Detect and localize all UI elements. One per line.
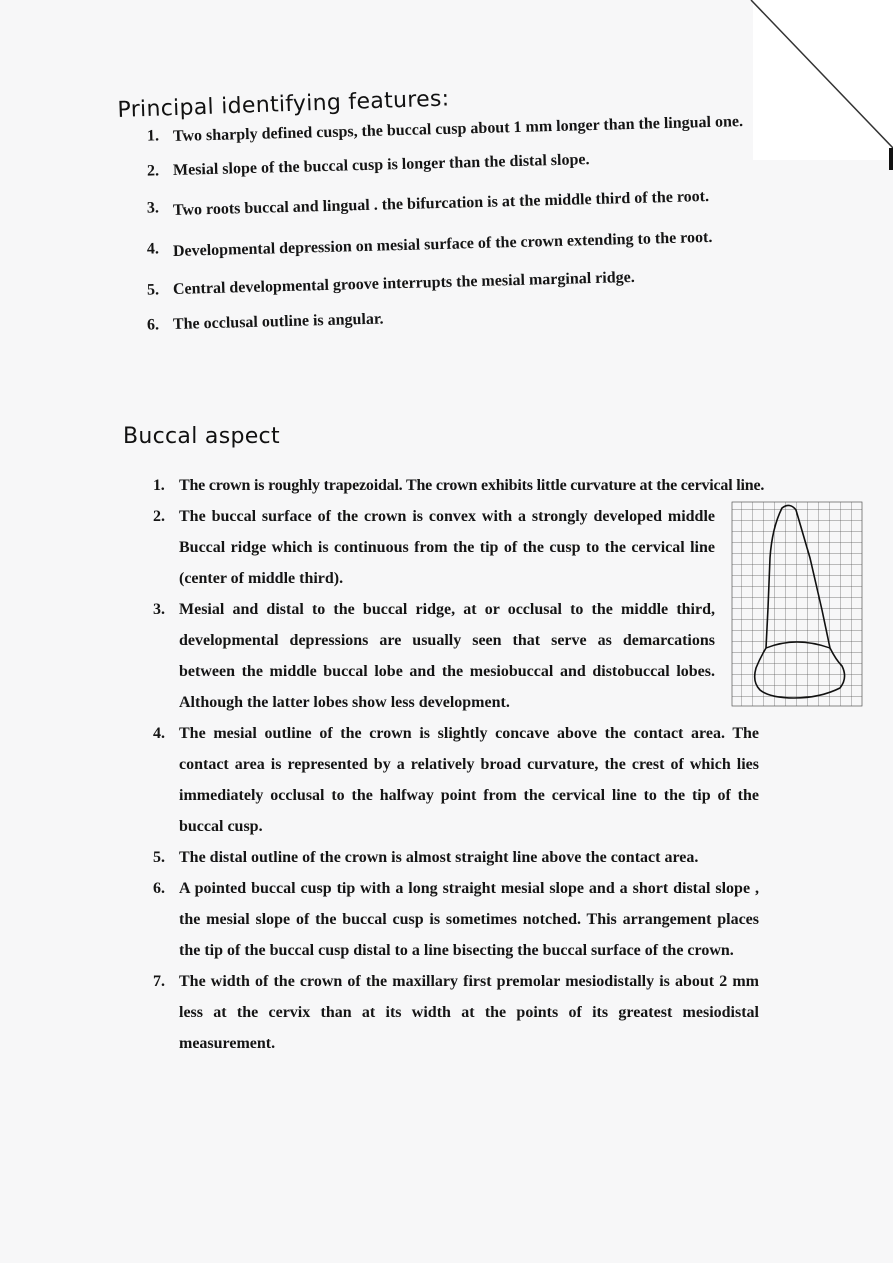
principal-features-heading: Principal identifying features: xyxy=(117,86,450,123)
item-number: 3. xyxy=(146,199,160,217)
tooth-outline-sketch xyxy=(730,498,864,708)
list-item xyxy=(153,594,715,718)
item-number: 5. xyxy=(146,281,160,299)
item-number: 1. xyxy=(153,477,165,494)
item-text: Two roots buccal and lingual . the bifurcation is at the middle third of the root. xyxy=(172,187,710,219)
item-text: Developmental depression on mesial surface of the crown extending to the root. xyxy=(172,228,713,260)
item-text: Two sharply defined cusps, the buccal cusp about 1 mm longer than the lingual one. xyxy=(172,113,744,145)
item-text: A pointed buccal cusp tip with a long straight mesial slope and a short distal slope , the mesial slope of the buccal cusp is sometimes notched. This arrangement places the tip of the buccal cusp distal to a line bisecting the buccal surface of the crown. xyxy=(179,880,759,959)
item-text: The width of the crown of the maxillary first premolar mesiodistally is about 2 mm less at the cervix than at its width at the points of its greatest mesiodistal measurement. xyxy=(179,973,759,1052)
item-text: The distal outline of the crown is almost straight line above the contact area. xyxy=(179,849,699,866)
list-item xyxy=(153,718,759,842)
item-number: 5. xyxy=(153,849,165,866)
list-item xyxy=(153,966,759,1059)
item-text: Central developmental groove interrupts the mesial marginal ridge. xyxy=(172,268,635,298)
principal-features-list xyxy=(146,113,763,340)
item-text: Mesial and distal to the buccal ridge, at or occlusal to the middle third, developmental depressions are usually seen that serve as demarcations between the middle buccal lobe and the mesiobuccal and distobuccal lobes. Although the latter lobes show less development. xyxy=(179,601,715,711)
item-number: 6. xyxy=(153,880,165,897)
item-number: 3. xyxy=(153,601,165,618)
graph-paper-grid xyxy=(732,502,862,706)
item-number: 4. xyxy=(146,240,160,258)
list-item xyxy=(153,873,759,966)
item-text: The buccal surface of the crown is convex with a strongly developed middle Buccal ridge which is continuous from the tip of the cusp to the cervical line (center of middle third). xyxy=(179,508,715,587)
list-item xyxy=(153,501,715,594)
list-item xyxy=(153,470,879,501)
item-number: 2. xyxy=(153,508,165,525)
item-number: 7. xyxy=(153,973,165,990)
item-text: Mesial slope of the buccal cusp is longer than the distal slope. xyxy=(172,151,590,179)
page-fold-line xyxy=(743,0,893,170)
buccal-aspect-heading: Buccal aspect xyxy=(123,424,280,449)
item-number: 6. xyxy=(146,316,160,334)
item-number: 1. xyxy=(146,127,160,145)
item-number: 4. xyxy=(153,725,165,742)
item-text: The occlusal outline is angular. xyxy=(172,310,384,333)
item-number: 2. xyxy=(146,162,160,180)
buccal-aspect-list xyxy=(153,470,765,1059)
list-item xyxy=(153,842,759,873)
item-text: The mesial outline of the crown is slightly concave above the contact area. The contact area is represented by a relatively broad curvature, the crest of which lies immediately occlusal to the halfway point from the cervical line to the tip of the buccal cusp. xyxy=(179,725,759,835)
item-text: The crown is roughly trapezoidal. The crown exhibits little curvature at the cervical line. xyxy=(179,477,765,494)
